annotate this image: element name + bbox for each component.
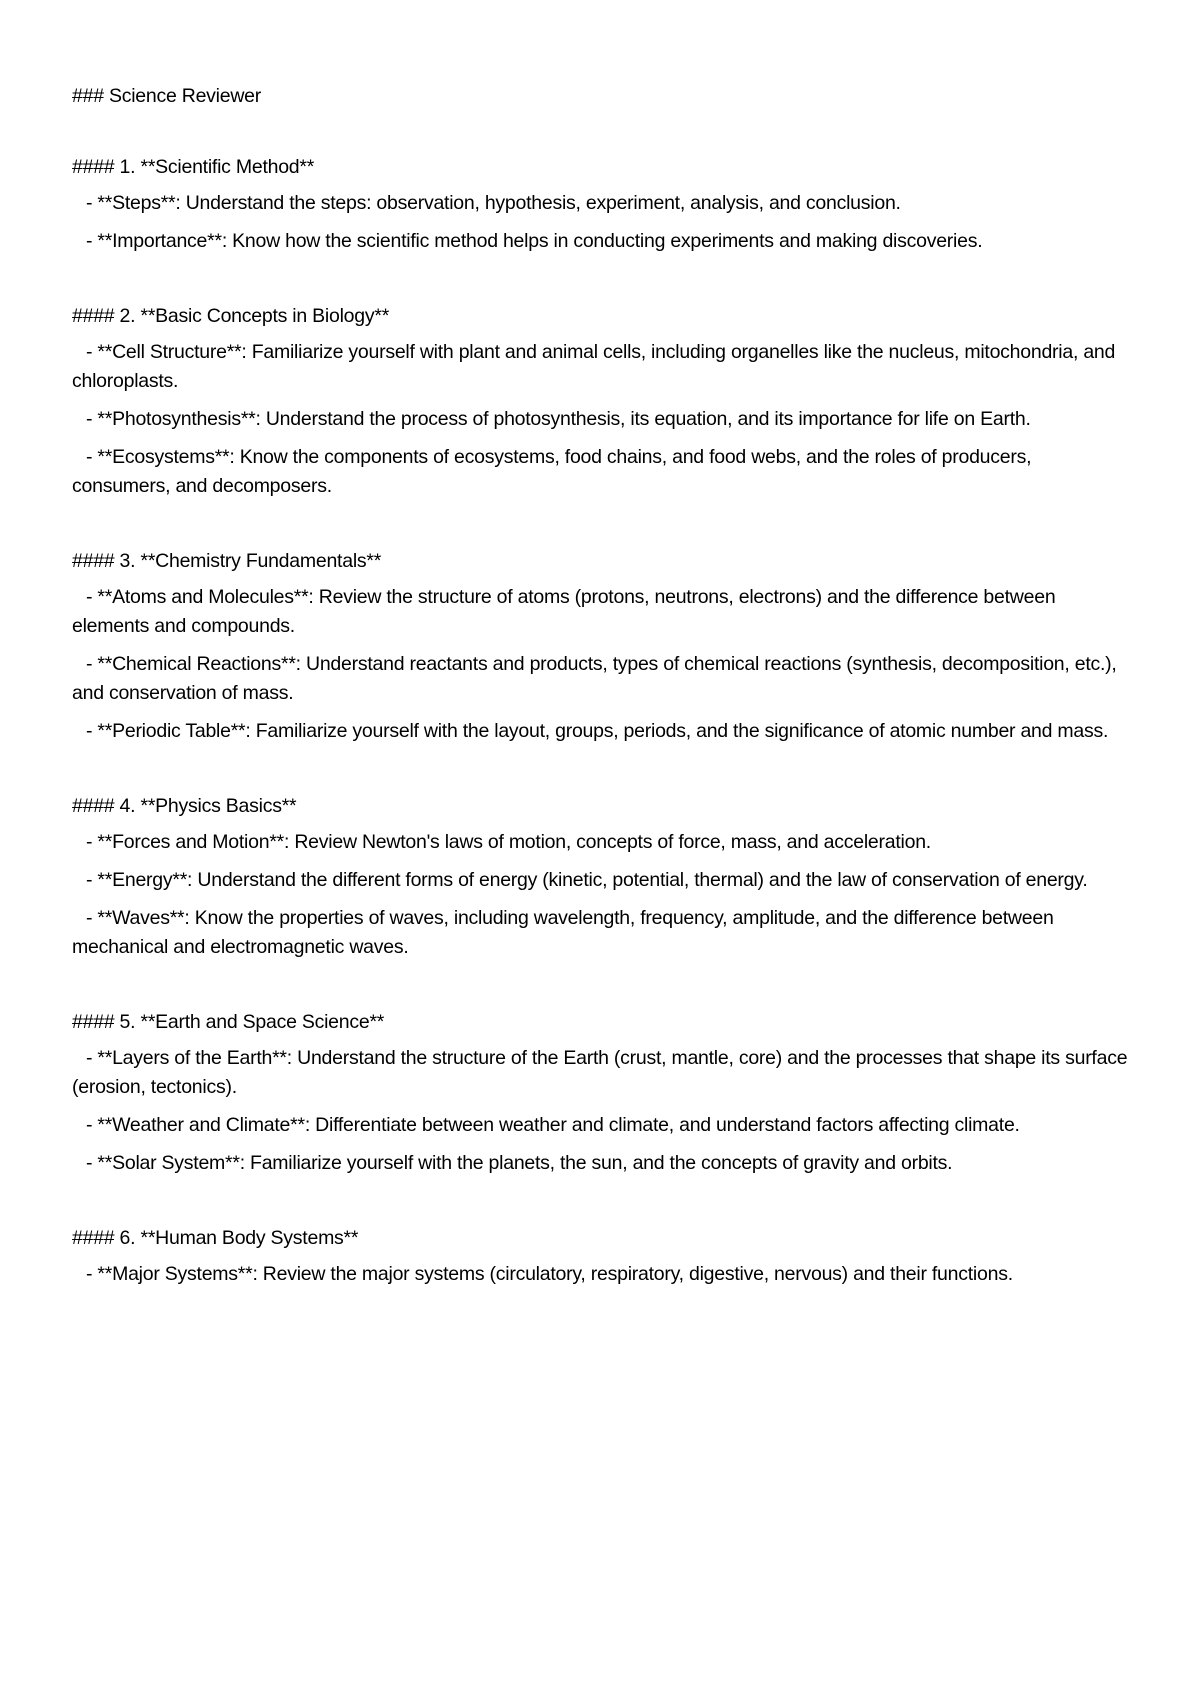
- list-item: [72, 189, 1132, 218]
- list-item: [72, 828, 1132, 857]
- list-item: [72, 1149, 1132, 1178]
- section-human-body: [72, 1224, 1132, 1289]
- list-item-text: - **Chemical Reactions**: Understand reactants and products, types of chemical reactions (synthesis, decomposition, etc.), and conservation of mass.: [72, 653, 1117, 704]
- section-heading: #### 4. **Physics Basics**: [72, 795, 297, 817]
- list-item: [72, 338, 1132, 396]
- section-scientific-method: [72, 153, 1132, 256]
- section-heading: #### 1. **Scientific Method**: [72, 156, 315, 178]
- list-item-text: - **Energy**: Understand the different forms of energy (kinetic, potential, thermal) and the law of conservation of energy.: [86, 869, 1088, 891]
- section-physics: [72, 792, 1132, 962]
- list-item: [72, 1260, 1132, 1289]
- document-body: [72, 82, 1132, 1335]
- list-item-text: - **Steps**: Understand the steps: observation, hypothesis, experiment, analysis, and conclusion.: [86, 192, 901, 214]
- section-earth-space: [72, 1008, 1132, 1178]
- list-item: [72, 443, 1132, 501]
- list-item-text: - **Photosynthesis**: Understand the process of photosynthesis, its equation, and its importance for life on Earth.: [86, 408, 1031, 430]
- list-item-text: - **Ecosystems**: Know the components of ecosystems, food chains, and food webs, and the roles of producers, consumers, and decomposers.: [72, 446, 1032, 497]
- list-item-text: - **Periodic Table**: Familiarize yourself with the layout, groups, periods, and the significance of atomic number and mass.: [86, 720, 1109, 742]
- list-item: [72, 650, 1132, 708]
- section-heading: #### 3. **Chemistry Fundamentals**: [72, 550, 382, 572]
- list-item: [72, 227, 1132, 256]
- list-item: [72, 717, 1132, 746]
- list-item: [72, 1044, 1132, 1102]
- list-item: [72, 866, 1132, 895]
- list-item: [72, 405, 1132, 434]
- list-item-text: - **Layers of the Earth**: Understand the structure of the Earth (crust, mantle, core) and the processes that shape its surface (erosion, tectonics).: [72, 1047, 1128, 1098]
- list-item-text: - **Weather and Climate**: Differentiate between weather and climate, and understand factors affecting climate.: [86, 1114, 1020, 1136]
- list-item: [72, 583, 1132, 641]
- list-item-text: - **Cell Structure**: Familiarize yourself with plant and animal cells, including organelles like the nucleus, mitochondria, and chloroplasts.: [72, 341, 1116, 392]
- list-item: [72, 904, 1132, 962]
- document-title: ### Science Reviewer: [72, 85, 262, 107]
- list-item-text: - **Waves**: Know the properties of waves, including wavelength, frequency, amplitude, and the difference between mechanical and electromagnetic waves.: [72, 907, 1054, 958]
- list-item: [72, 1111, 1132, 1140]
- section-biology: [72, 302, 1132, 501]
- list-item-text: - **Major Systems**: Review the major systems (circulatory, respiratory, digestive, nervous) and their functions.: [86, 1263, 1013, 1285]
- section-heading: #### 2. **Basic Concepts in Biology**: [72, 305, 390, 327]
- section-heading: #### 6. **Human Body Systems**: [72, 1227, 359, 1249]
- list-item-text: - **Atoms and Molecules**: Review the structure of atoms (protons, neutrons, electrons) and the difference between elements and compounds.: [72, 586, 1056, 637]
- section-chemistry: [72, 547, 1132, 746]
- list-item-text: - **Importance**: Know how the scientific method helps in conducting experiments and making discoveries.: [86, 230, 983, 252]
- list-item-text: - **Forces and Motion**: Review Newton's laws of motion, concepts of force, mass, and acceleration.: [86, 831, 931, 853]
- list-item-text: - **Solar System**: Familiarize yourself with the planets, the sun, and the concepts of gravity and orbits.: [86, 1152, 953, 1174]
- section-heading: #### 5. **Earth and Space Science**: [72, 1011, 385, 1033]
